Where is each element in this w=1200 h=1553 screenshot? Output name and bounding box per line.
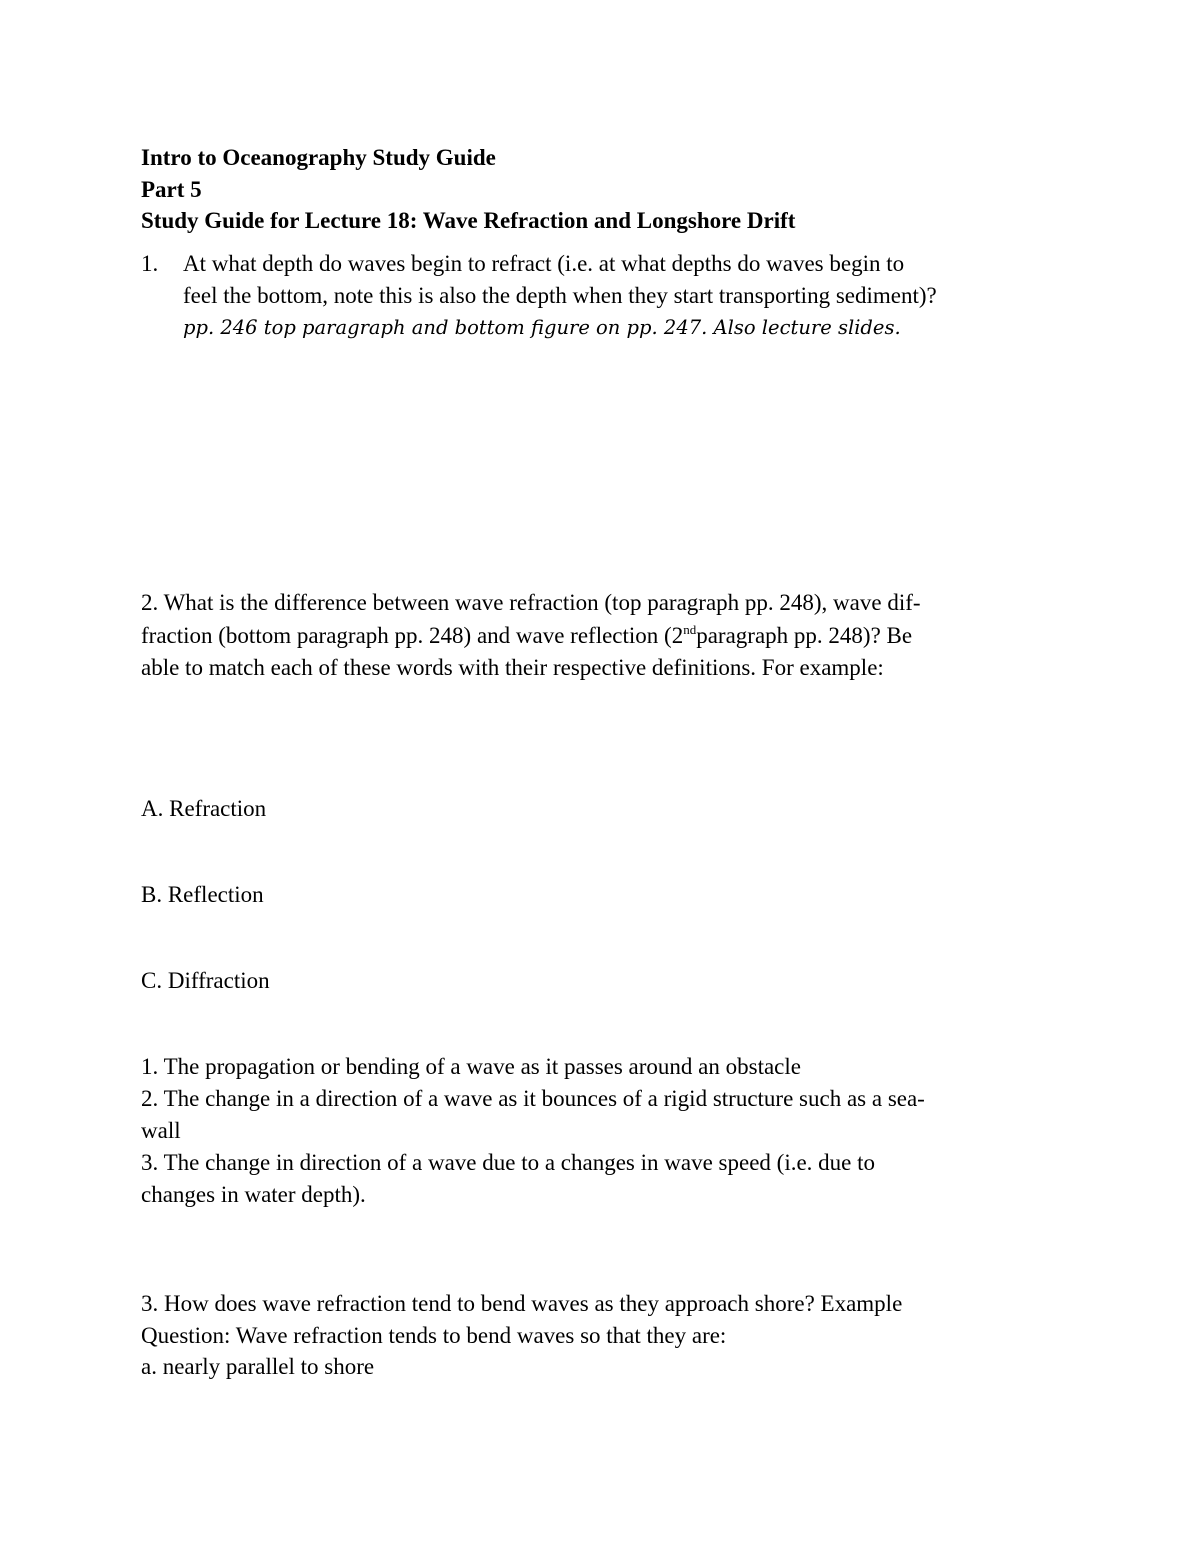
- definition-2-cont: wall: [141, 1118, 181, 1143]
- q1-text-line2: feel the bottom, note this is also the depth when they start transporting sediment)?: [183, 283, 937, 308]
- definition-3-cont: changes in water depth).: [141, 1182, 366, 1207]
- q3-text-line1: 3. How does wave refraction tend to bend waves as they approach shore? Example: [141, 1291, 903, 1316]
- part-heading: Part 5: [141, 177, 202, 202]
- q3-text-line2: Question: Wave refraction tends to bend waves so that they are:: [141, 1323, 727, 1348]
- definition-1: 1. The propagation or bending of a wave as it passes around an obstacle: [141, 1054, 801, 1079]
- q2-text-line1: 2. What is the difference between wave refraction (top paragraph pp. 248), wave dif-: [141, 590, 921, 615]
- lecture-heading: Study Guide for Lecture 18: Wave Refraction and Longshore Drift: [141, 208, 796, 233]
- document-title: Intro to Oceanography Study Guide: [141, 145, 496, 170]
- q2-superscript: nd: [683, 622, 697, 637]
- term-c: C. Diffraction: [141, 968, 270, 993]
- q3-option-a: a. nearly parallel to shore: [141, 1354, 375, 1379]
- q1-reference: pp. 246 top paragraph and bottom figure on pp. 247. Also lecture slides.: [183, 316, 901, 339]
- term-b: B. Reflection: [141, 882, 264, 907]
- q2-text-line2: [141, 620, 912, 652]
- definition-3: 3. The change in direction of a wave due to a changes in wave speed (i.e. due to: [141, 1150, 876, 1175]
- q2-line2-start: fraction (bottom paragraph pp. 248) and wave reflection (2: [141, 623, 684, 648]
- term-a: A. Refraction: [141, 796, 267, 821]
- q2-text-line3: able to match each of these words with their respective definitions. For example:: [141, 655, 884, 680]
- q1-text-line1: At what depth do waves begin to refract (i.e. at what depths do waves begin to: [183, 251, 905, 276]
- definition-2: 2. The change in a direction of a wave as it bounces of a rigid structure such as a sea-: [141, 1086, 925, 1111]
- q2-line2-end: paragraph pp. 248)? Be: [696, 623, 913, 648]
- q1-number: 1.: [141, 251, 159, 276]
